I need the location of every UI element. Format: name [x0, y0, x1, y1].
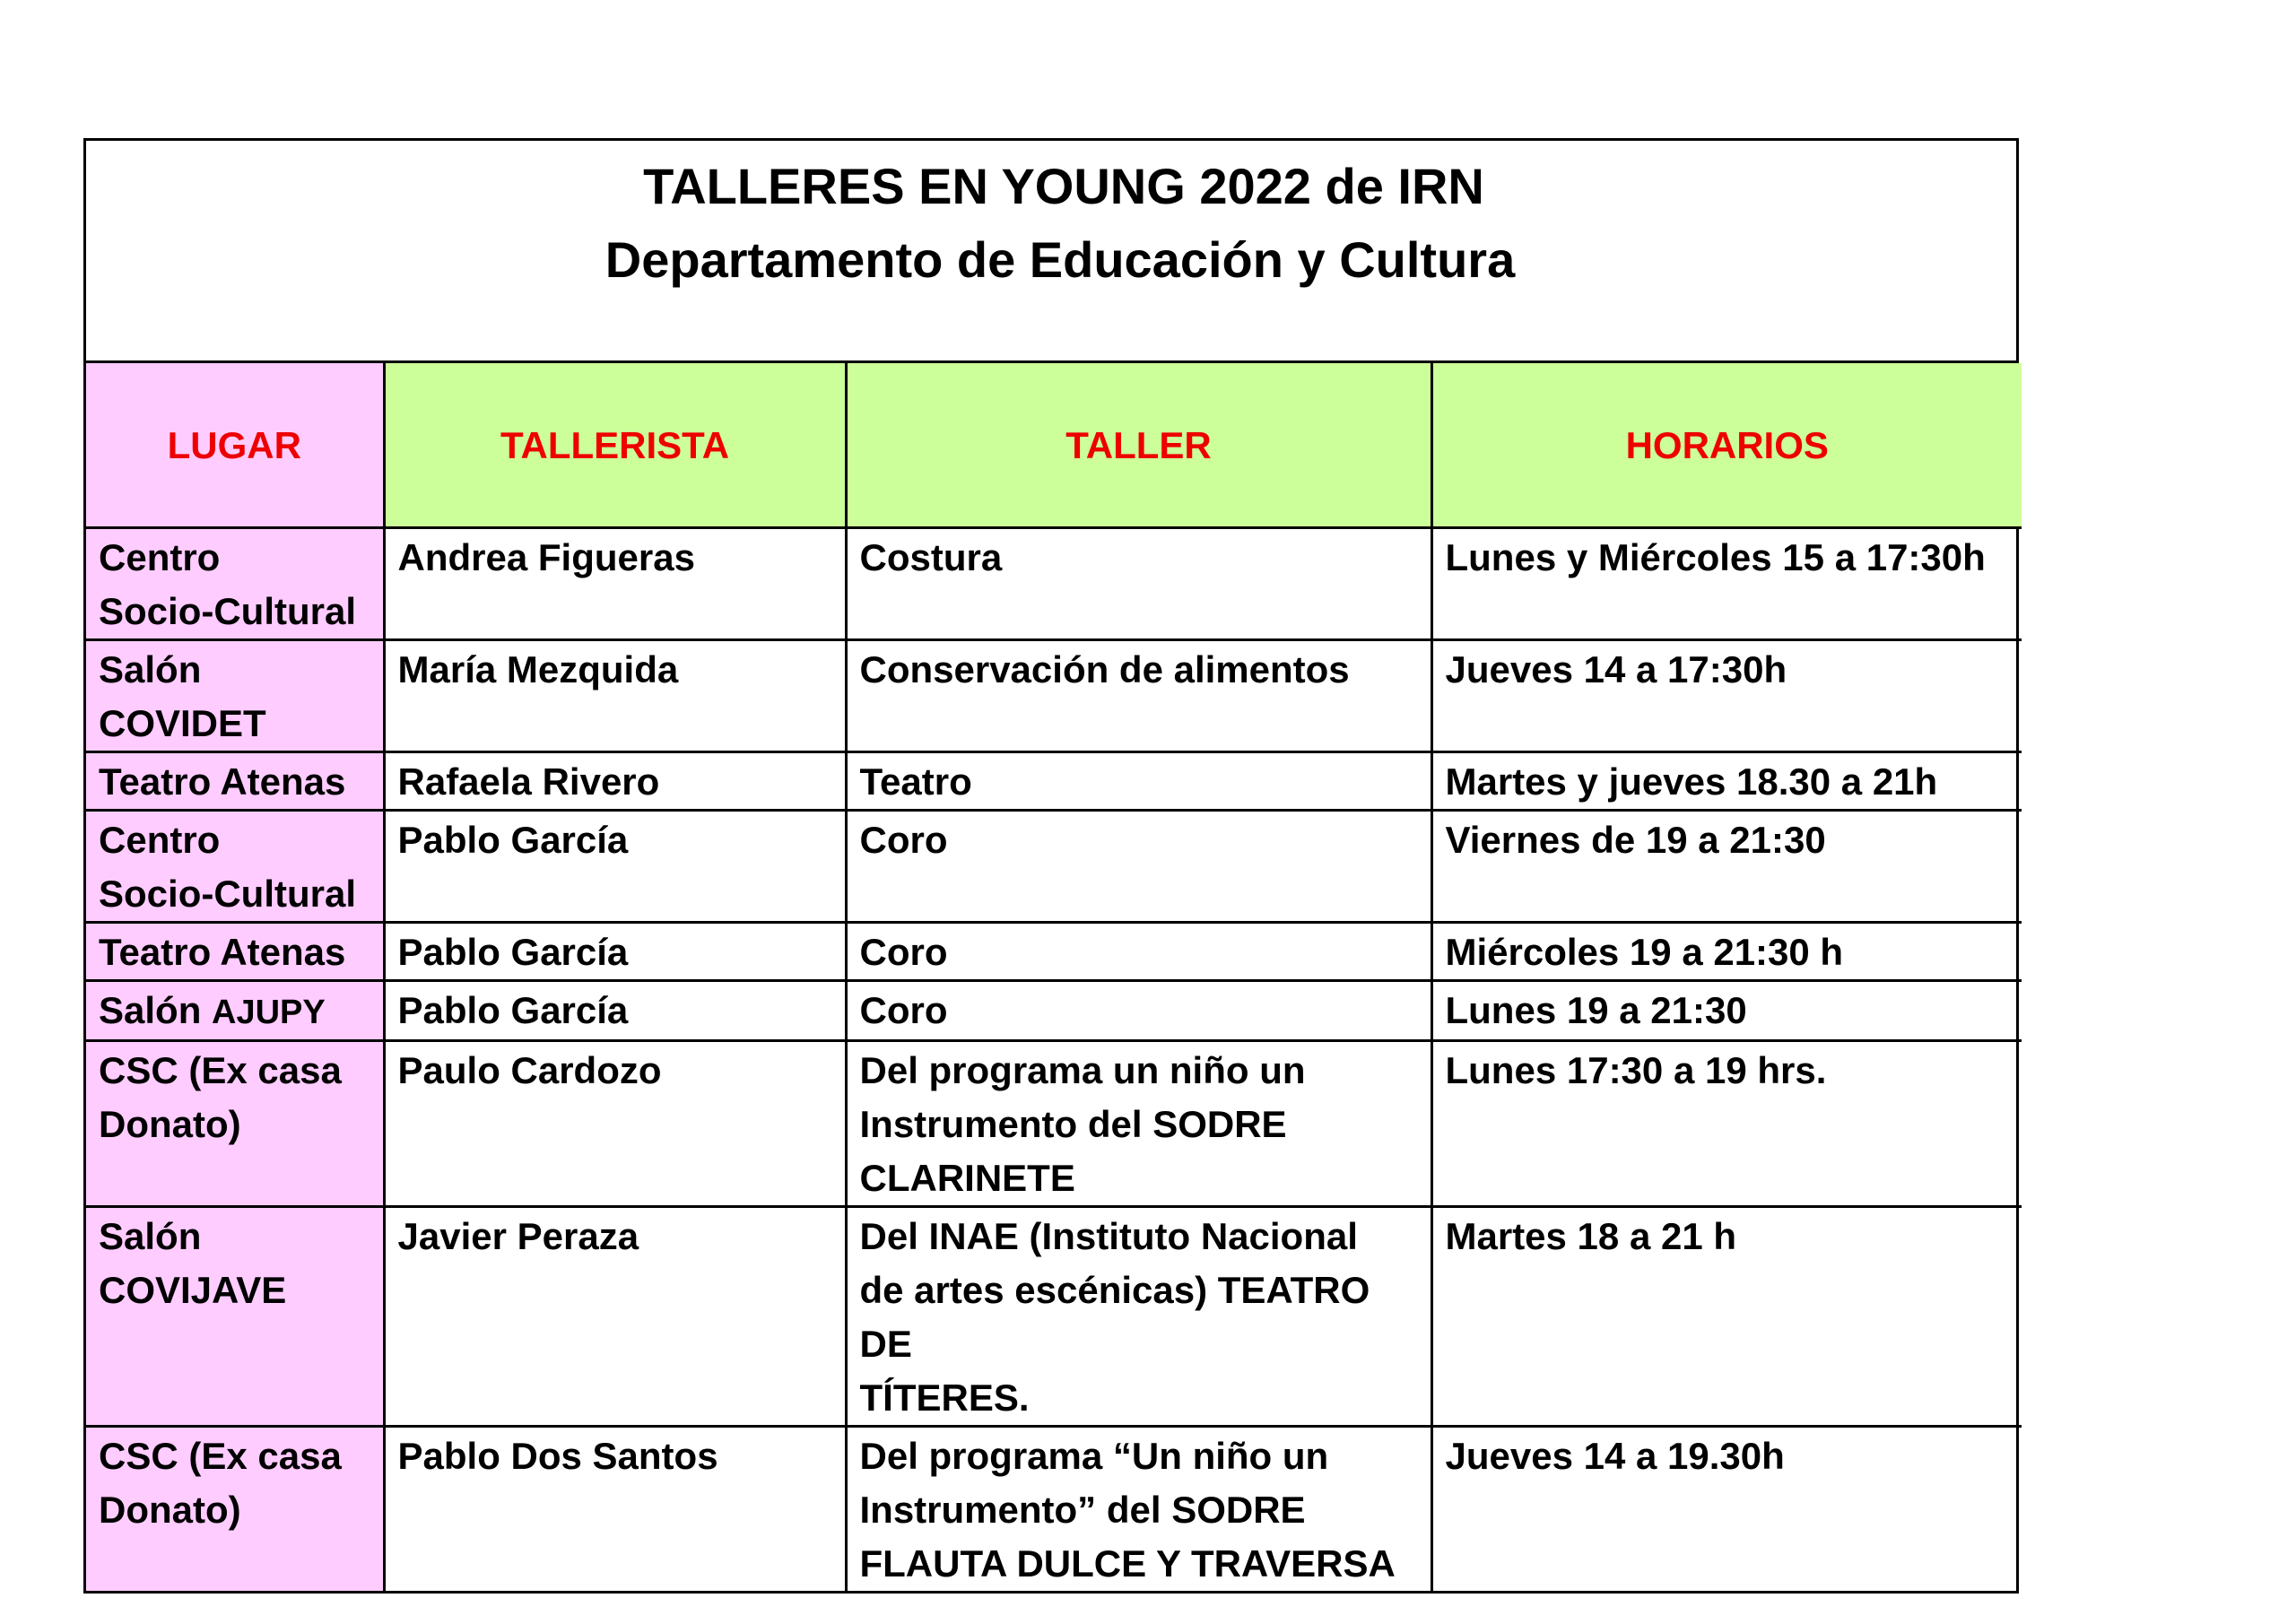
- lugar-line: Teatro Atenas: [99, 930, 346, 973]
- tallerista-cell: María Mezquida: [384, 639, 846, 751]
- table-row: [86, 1040, 2022, 1206]
- taller-line: Conservación de alimentos: [859, 647, 1350, 690]
- title-block: [86, 141, 2016, 363]
- taller-cell: [846, 639, 1431, 751]
- document-subtitle: Departamento de Educación y Cultura: [604, 231, 1516, 288]
- lugar-cell: [86, 922, 384, 980]
- lugar-cell: [86, 980, 384, 1040]
- lugar-line: Centro: [99, 535, 221, 578]
- lugar-cell: [86, 810, 384, 922]
- taller-line: Teatro: [859, 760, 972, 803]
- taller-cell: [846, 922, 1431, 980]
- header-tallerista: TALLERISTA: [384, 363, 846, 527]
- lugar-line: Salón: [99, 988, 202, 1031]
- taller-line: Coro: [859, 988, 948, 1031]
- taller-cell: [846, 1040, 1431, 1206]
- taller-line: FLAUTA DULCE Y TRAVERSA: [859, 1541, 1396, 1585]
- tallerista-cell: Pablo García: [384, 922, 846, 980]
- taller-line: Del INAE (Instituto Nacional: [859, 1214, 1358, 1257]
- lugar-line: Socio-Cultural: [99, 589, 357, 632]
- lugar-cell: [86, 1206, 384, 1426]
- horarios-cell: Martes 18 a 21 h: [1431, 1206, 2022, 1426]
- table-row: [86, 980, 2022, 1040]
- lugar-line: CSC (Ex casa: [99, 1434, 342, 1477]
- lugar-line: Donato): [99, 1102, 241, 1145]
- document-title: TALLERES EN YOUNG 2022 de IRN: [643, 158, 1484, 214]
- lugar-line: CSC (Ex casa: [99, 1048, 342, 1091]
- table-row: [86, 1426, 2022, 1591]
- tallerista-cell: Rafaela Rivero: [384, 751, 846, 810]
- tallerista-cell: Andrea Figueras: [384, 527, 846, 639]
- taller-cell: [846, 1426, 1431, 1591]
- taller-line: Instrumento del SODRE: [859, 1102, 1287, 1145]
- workshop-schedule-document: [83, 138, 2019, 1594]
- taller-cell: [846, 810, 1431, 922]
- taller-cell: [846, 527, 1431, 639]
- workshop-table: [86, 363, 2022, 1591]
- table-row: [86, 810, 2022, 922]
- lugar-line: COVIDET: [99, 701, 266, 744]
- horarios-cell: Lunes y Miércoles 15 a 17:30h: [1431, 527, 2022, 639]
- taller-cell: [846, 980, 1431, 1040]
- tallerista-cell: Pablo Dos Santos: [384, 1426, 846, 1591]
- lugar-line: Centro: [99, 818, 221, 861]
- lugar-line: Salón: [99, 1214, 202, 1257]
- lugar-line: Socio-Cultural: [99, 872, 357, 915]
- tallerista-cell: Pablo García: [384, 980, 846, 1040]
- lugar-cell: [86, 1040, 384, 1206]
- table-row: [86, 639, 2022, 751]
- taller-cell: [846, 751, 1431, 810]
- taller-line: Del programa un niño un: [859, 1048, 1306, 1091]
- taller-line: Coro: [859, 818, 948, 861]
- table-header-row: [86, 363, 2022, 527]
- table-row: [86, 527, 2022, 639]
- horarios-cell: Jueves 14 a 17:30h: [1431, 639, 2022, 751]
- lugar-line: Teatro Atenas: [99, 760, 346, 803]
- horarios-cell: Lunes 19 a 21:30: [1431, 980, 2022, 1040]
- taller-line: Coro: [859, 930, 948, 973]
- taller-line: de artes escénicas) TEATRO DE: [859, 1268, 1370, 1365]
- taller-line: Instrumento” del SODRE: [859, 1488, 1306, 1531]
- lugar-line: COVIJAVE: [99, 1268, 287, 1311]
- lugar-cell: [86, 527, 384, 639]
- taller-line: TÍTERES.: [859, 1376, 1030, 1419]
- table-row: [86, 1206, 2022, 1426]
- table-row: [86, 922, 2022, 980]
- table-row: [86, 751, 2022, 810]
- horarios-cell: Lunes 17:30 a 19 hrs.: [1431, 1040, 2022, 1206]
- lugar-line-small: AJUPY: [212, 993, 326, 1031]
- tallerista-cell: Pablo García: [384, 810, 846, 922]
- horarios-cell: Miércoles 19 a 21:30 h: [1431, 922, 2022, 980]
- horarios-cell: Martes y jueves 18.30 a 21h: [1431, 751, 2022, 810]
- lugar-cell: [86, 1426, 384, 1591]
- tallerista-cell: Javier Peraza: [384, 1206, 846, 1426]
- tallerista-cell: Paulo Cardozo: [384, 1040, 846, 1206]
- taller-line: Costura: [859, 535, 1003, 578]
- taller-cell: [846, 1206, 1431, 1426]
- header-lugar: LUGAR: [86, 363, 384, 527]
- lugar-line: Donato): [99, 1488, 241, 1531]
- taller-line: Del programa “Un niño un: [859, 1434, 1329, 1477]
- taller-line: CLARINETE: [859, 1156, 1075, 1199]
- horarios-cell: Jueves 14 a 19.30h: [1431, 1426, 2022, 1591]
- lugar-line: Salón: [99, 647, 202, 690]
- horarios-cell: Viernes de 19 a 21:30: [1431, 810, 2022, 922]
- lugar-cell: [86, 751, 384, 810]
- lugar-cell: [86, 639, 384, 751]
- header-horarios: HORARIOS: [1431, 363, 2022, 527]
- header-taller: TALLER: [846, 363, 1431, 527]
